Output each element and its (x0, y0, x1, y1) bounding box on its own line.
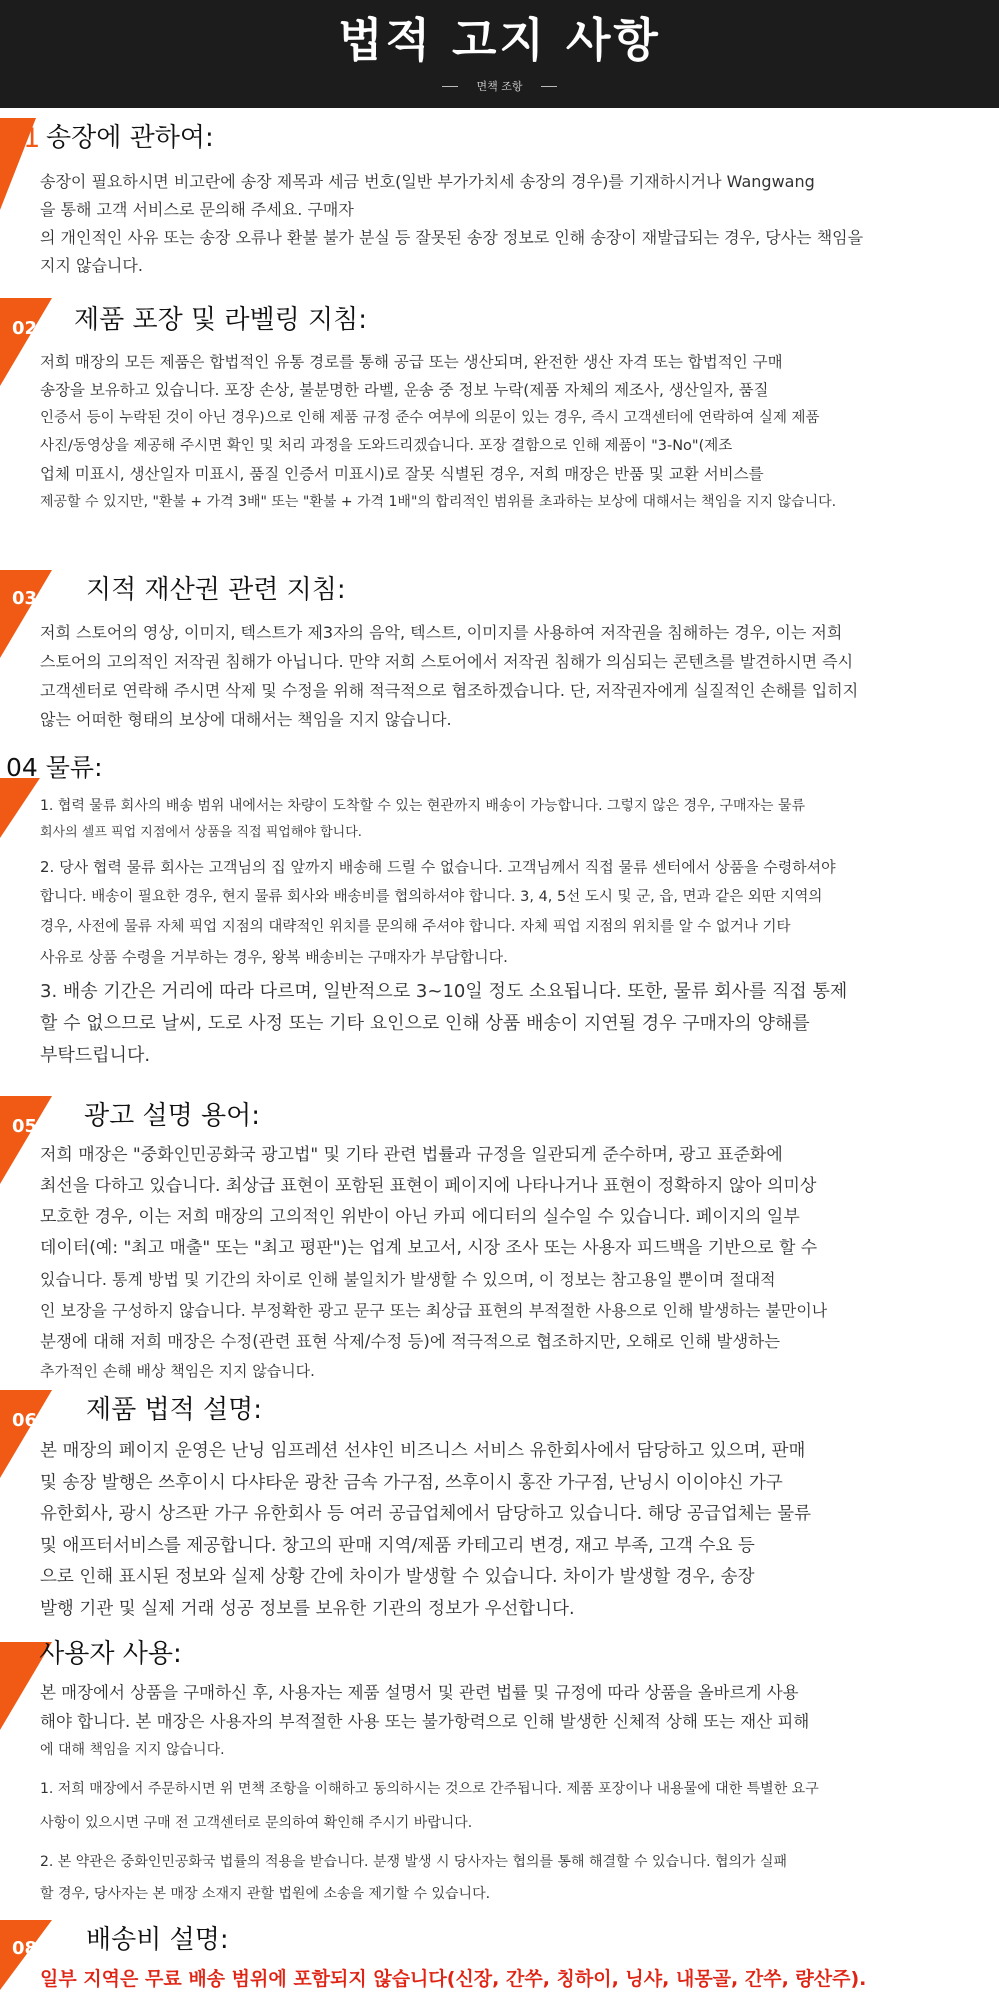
paragraph: 으로 인해 표시된 정보와 실제 상황 간에 차이가 발생할 수 있습니다. 차이가 발생할 경우, 송장 (40, 1567, 755, 1587)
paragraph: 사항이 있으시면 구매 전 고객센터로 문의하여 확인해 주시기 바랍니다. (40, 1815, 473, 1831)
paragraph: 에 대해 책임을 지지 않습니다. (40, 1742, 225, 1758)
section-title: 지적 재산권 관련 지침: (86, 575, 346, 605)
section-body (40, 1678, 980, 1910)
paragraph: 1. 저희 매장에서 주문하시면 위 면책 조항을 이해하고 동의하시는 것으로 간주됩니다. 제품 포장이나 내용물에 대한 특별한 요구 (40, 1781, 819, 1797)
section-title (6, 748, 103, 788)
paragraph-highlight: 일부 지역은 무료 배송 범위에 포함되지 않습니다(신장, 간쑤, 칭하이, 닝샤, 내몽골, 간쑤, 량산주). (40, 1968, 867, 1990)
section-body (40, 348, 980, 516)
section-header (0, 1106, 37, 1146)
section-number: 03 (12, 587, 38, 609)
section-body (40, 1436, 980, 1625)
paragraph: 1. 협력 물류 회사의 배송 범위 내에서는 차량이 도착할 수 있는 현관까지 배송이 가능합니다. 그렇지 않은 경우, 구매자는 물류 (40, 798, 806, 814)
paragraph: 스토어의 고의적인 저작권 침해가 아닙니다. 만약 저희 스토어에서 저작권 침해가 의심되는 콘텐츠를 발견하시면 즉시 (40, 652, 854, 671)
section-ip (0, 570, 999, 740)
paragraph: 경우, 사전에 물류 자체 픽업 지점의 대략적인 위치를 문의해 주셔야 합니다. 자체 픽업 지점의 위치를 알 수 없거나 기타 (40, 919, 791, 935)
section-advertising (0, 1096, 999, 1390)
paragraph: 데이터(예: "최고 매출" 또는 "최고 평판")는 업계 보고서, 시장 조사 또는 사용자 피드백을 기반으로 할 수 (40, 1238, 818, 1258)
paragraph: 본 매장에서 상품을 구매하신 후, 사용자는 제품 설명서 및 관련 법률 및 규정에 따라 상품을 올바르게 사용 (40, 1683, 799, 1702)
paragraph: 의 개인적인 사유 또는 송장 오류나 환불 불가 분실 등 잘못된 송장 정보로 인해 송장이 재발급되는 경우, 당사는 책임을 (40, 228, 864, 247)
paragraph: 송장을 보유하고 있습니다. 포장 손상, 불분명한 라벨, 운송 중 정보 누락(제품 자체의 제조사, 생산일자, 품질 (40, 381, 769, 399)
paragraph: 사유로 상품 수령을 거부하는 경우, 왕복 배송비는 구매자가 부담합니다. (40, 948, 508, 966)
paragraph: 3. 배송 기간은 거리에 따라 다르며, 일반적으로 3~10일 정도 소요됩니다. 또한, 물류 회사를 직접 통제 (40, 981, 848, 1002)
section-legal (0, 1390, 999, 1630)
page-subtitle: 면책 조항 (476, 80, 523, 93)
section-body (40, 792, 980, 1072)
section-title-text: 물류: (45, 753, 103, 782)
paragraph: 분쟁에 대해 저희 매장은 수정(관련 표현 삭제/수정 등)에 적극적으로 협조하지만, 오해로 인해 발생하는 (40, 1332, 781, 1351)
paragraph: 을 통해 고객 서비스로 문의해 주세요. 구매자 (40, 200, 354, 219)
paragraph: 않는 어떠한 형태의 보상에 대해서는 책임을 지지 않습니다. (40, 710, 452, 729)
paragraph: 저희 스토어의 영상, 이미지, 텍스트가 제3자의 음악, 텍스트, 이미지를 사용하여 저작권을 침해하는 경우, 이는 저희 (40, 623, 843, 642)
paragraph: 회사의 셀프 픽업 지점에서 상품을 직접 픽업해야 합니다. (40, 825, 362, 840)
paragraph: 제공할 수 있지만, "환불 + 가격 3배" 또는 "환불 + 가격 1배"의 합리적인 범위를 초과하는 보상에 대해서는 책임을 지지 않습니다. (40, 494, 837, 510)
paragraph: 모호한 경우, 이는 저희 매장의 고의적인 위반이 아닌 카피 에디터의 실수일 수 있습니다. 페이지의 일부 (40, 1207, 800, 1227)
paragraph: 2. 본 약관은 중화인민공화국 법률의 적용을 받습니다. 분쟁 발생 시 당사자는 협의를 통해 해결할 수 있습니다. 협의가 실패 (40, 1854, 788, 1870)
divider-left (442, 86, 458, 87)
section-invoice (0, 118, 999, 290)
divider-right (541, 86, 557, 87)
paragraph: 본 매장의 페이지 운영은 난닝 임프레션 선샤인 비즈니스 서비스 유한회사에서 담당하고 있으며, 판매 (40, 1441, 806, 1461)
paragraph: 추가적인 손해 배상 책임은 지지 않습니다. (40, 1362, 315, 1380)
section-title: 제품 법적 설명: (86, 1395, 262, 1425)
page-title: 법적 고지 사항 (338, 13, 661, 67)
section-number: 05 (12, 1115, 38, 1137)
paragraph: 및 애프터서비스를 제공합니다. 창고의 판매 지역/제품 카테고리 변경, 재고 부족, 고객 수요 등 (40, 1535, 755, 1556)
section-title: 송장에 관하여: (46, 123, 214, 153)
section-number: 02 (12, 317, 38, 339)
section-number: 06 (12, 1409, 38, 1431)
paragraph: 인증서 등이 누락된 것이 아닌 경우)으로 인해 제품 규정 준수 여부에 의문이 있는 경우, 즉시 고객센터에 연락하여 실제 제품 (40, 410, 820, 426)
section-packaging (0, 298, 999, 570)
subtitle-row (0, 78, 999, 94)
paragraph: 합니다. 배송이 필요한 경우, 현지 물류 회사와 배송비를 협의하셔야 합니다. 3, 4, 5선 도시 및 군, 읍, 면과 같은 외딴 지역의 (40, 889, 823, 905)
paragraph: 해야 합니다. 본 매장은 사용자의 부적절한 사용 또는 불가항력으로 인해 발생한 신체적 상해 또는 재산 피해 (40, 1712, 810, 1731)
section-body (40, 168, 980, 280)
paragraph: 및 송장 발행은 쓰후이시 다샤타운 광찬 금속 가구점, 쓰후이시 홍잔 가구점, 난닝시 이이야신 가구 (40, 1472, 783, 1493)
paragraph: 최선을 다하고 있습니다. 최상급 표현이 포함된 표현이 페이지에 나타나거나 표현이 정확하지 않아 의미상 (40, 1176, 817, 1196)
section-title: 광고 설명 용어: (84, 1101, 260, 1131)
section-title: 배송비 설명: (86, 1925, 229, 1955)
paragraph: 할 수 없으므로 날씨, 도로 사정 또는 기타 요인으로 인해 상품 배송이 지연될 경우 구매자의 양해를 (40, 1013, 810, 1034)
paragraph: 인 보장을 구성하지 않습니다. 부정확한 광고 문구 또는 최상급 표현의 부적절한 사용으로 인해 발생하는 불만이나 (40, 1301, 828, 1320)
section-header (0, 1400, 37, 1440)
section-shipping-fee (0, 1920, 999, 1999)
section-title: 제품 포장 및 라벨링 지침: (74, 305, 367, 335)
section-user-usage (0, 1634, 999, 1910)
paragraph: 있습니다. 통계 방법 및 기간의 차이로 인해 불일치가 발생할 수 있으며, 이 정보는 참고용일 뿐이며 절대적 (40, 1270, 776, 1289)
section-number: 08 (12, 1937, 38, 1959)
paragraph: 2. 당사 협력 물류 회사는 고객님의 집 앞까지 배송해 드릴 수 없습니다. 고객님께서 직접 물류 센터에서 상품을 수령하셔야 (40, 858, 836, 876)
paragraph: 업체 미표시, 생산일자 미표시, 품질 인증서 미표시)로 잘못 식별된 경우, 저희 매장은 반품 및 교환 서비스를 (40, 465, 764, 483)
section-header (0, 118, 40, 158)
paragraph: 부탁드립니다. (40, 1045, 151, 1066)
section-title (6, 1634, 182, 1674)
section-header (0, 578, 37, 618)
section-number: 01 (6, 122, 41, 154)
section-header (0, 308, 37, 348)
section-body (40, 1140, 980, 1385)
section-header (0, 1928, 37, 1968)
section-body (40, 1964, 980, 1994)
page-header (0, 0, 999, 108)
section-logistics (0, 748, 999, 1088)
section-body (40, 618, 980, 734)
section-title-text: 사용자 사용: (39, 1639, 182, 1669)
paragraph: 송장이 필요하시면 비고란에 송장 제목과 세금 번호(일반 부가가치세 송장의 경우)를 기재하시거나 Wangwang (40, 172, 815, 191)
paragraph: 지지 않습니다. (40, 256, 143, 275)
paragraph: 할 경우, 당사자는 본 매장 소재지 관할 법원에 소송을 제기할 수 있습니다. (40, 1886, 491, 1902)
paragraph: 저희 매장의 모든 제품은 합법적인 유통 경로를 통해 공급 또는 생산되며, 완전한 생산 자격 또는 합법적인 구매 (40, 353, 783, 371)
paragraph: 저희 매장은 "중화인민공화국 광고법" 및 기타 관련 법률과 규정을 일관되게 준수하며, 광고 표준화에 (40, 1145, 783, 1165)
paragraph: 발행 기관 및 실제 거래 성공 정보를 보유한 기관의 정보가 우선합니다. (40, 1598, 575, 1619)
section-number: 04 (6, 753, 38, 782)
section-number: 07 (6, 1639, 40, 1669)
paragraph: 사진/동영상을 제공해 주시면 확인 및 처리 과정을 도와드리겠습니다. 포장 결함으로 인해 제품이 "3-No"(제조 (40, 438, 733, 454)
paragraph: 유한회사, 광시 상즈판 가구 유한회사 등 여러 공급업체에서 담당하고 있습니다. 해당 공급업체는 물류 (40, 1504, 811, 1524)
paragraph: 고객센터로 연락해 주시면 삭제 및 수정을 위해 적극적으로 협조하겠습니다. 단, 저작권자에게 실질적인 손해를 입히지 (40, 681, 859, 700)
